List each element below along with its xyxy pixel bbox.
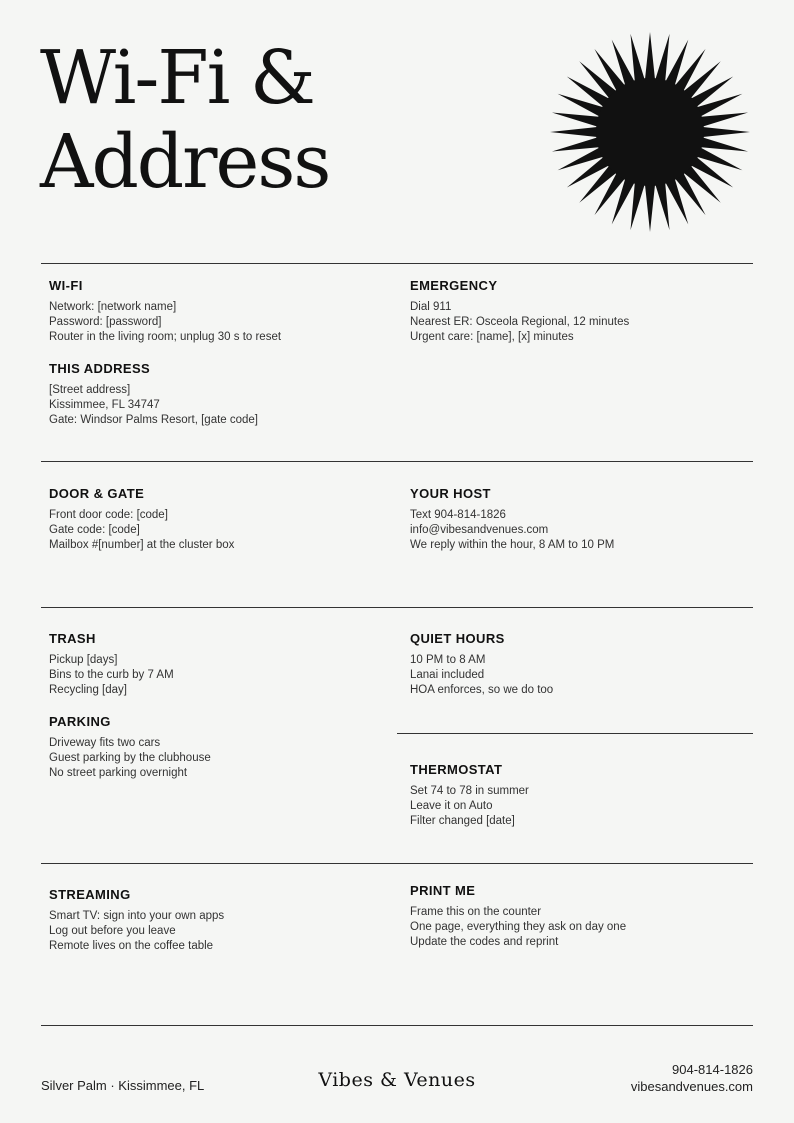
footer-contact: [631, 1061, 753, 1095]
quiet-hours-section: [410, 631, 740, 698]
divider: [41, 263, 753, 264]
section-line: Text 904-814-1826: [410, 509, 506, 521]
parking-section: [49, 714, 379, 781]
section-line: HOA enforces, so we do too: [410, 684, 554, 696]
divider: [41, 1025, 753, 1026]
page-title: [40, 36, 329, 204]
section-heading: WI-FI: [49, 278, 83, 293]
section-heading: THIS ADDRESS: [49, 361, 151, 376]
section-heading: TRASH: [49, 631, 96, 646]
section-line: Set 74 to 78 in summer: [410, 785, 529, 797]
divider: [397, 733, 753, 734]
section-line: Update the codes and reprint: [410, 936, 559, 948]
section-line: Nearest ER: Osceola Regional, 12 minutes: [410, 316, 630, 328]
footer-brand: Vibes & Venues: [318, 1069, 476, 1091]
section-line: Urgent care: [name], [x] minutes: [410, 331, 574, 343]
section-line: Front door code: [code]: [49, 509, 168, 521]
section-line: Filter changed [date]: [410, 815, 515, 827]
section-line: Remote lives on the coffee table: [49, 940, 214, 952]
section-line: We reply within the hour, 8 AM to 10 PM: [410, 539, 615, 551]
footer-website: vibesandvenues.com: [630, 1079, 753, 1094]
thermostat-section: [410, 762, 740, 829]
host-section: [410, 486, 740, 553]
section-line: [Street address]: [49, 384, 131, 396]
section-line: One page, everything they ask on day one: [410, 921, 627, 933]
divider: [41, 863, 753, 864]
section-line: info@vibesandvenues.com: [410, 524, 549, 536]
title-line-2: Address: [40, 119, 330, 205]
section-line: Password: [password]: [49, 316, 162, 328]
section-line: Guest parking by the clubhouse: [49, 752, 211, 764]
streaming-section: [49, 887, 379, 954]
title-line-1: Wi-Fi &: [40, 35, 314, 121]
section-line: Log out before you leave: [49, 925, 176, 937]
section-line: 10 PM to 8 AM: [410, 654, 486, 666]
section-line: Frame this on the counter: [410, 906, 542, 918]
section-heading: PRINT ME: [410, 883, 476, 898]
print-me-section: [410, 883, 740, 950]
section-heading: STREAMING: [49, 887, 131, 902]
sunburst-icon: [548, 30, 752, 234]
section-line: Kissimmee, FL 34747: [49, 399, 160, 411]
section-line: Smart TV: sign into your own apps: [49, 910, 225, 922]
section-line: Bins to the curb by 7 AM: [49, 669, 174, 681]
section-line: No street parking overnight: [49, 767, 188, 779]
wifi-section: [49, 278, 379, 345]
section-line: Recycling [day]: [49, 684, 127, 696]
section-line: Leave it on Auto: [410, 800, 493, 812]
section-heading: EMERGENCY: [410, 278, 498, 293]
section-heading: DOOR & GATE: [49, 486, 145, 501]
divider: [41, 461, 753, 462]
section-line: Lanai included: [410, 669, 485, 681]
footer-location: Silver Palm · Kissimmee, FL: [41, 1078, 205, 1093]
footer-phone: 904-814-1826: [672, 1062, 753, 1077]
address-section: [49, 361, 379, 428]
section-line: Dial 911: [410, 301, 452, 313]
section-line: Network: [network name]: [49, 301, 177, 313]
emergency-section: [410, 278, 740, 345]
section-line: Mailbox #[number] at the cluster box: [49, 539, 235, 551]
section-line: Gate code: [code]: [49, 524, 140, 536]
trash-section: [49, 631, 379, 698]
section-line: Gate: Windsor Palms Resort, [gate code]: [49, 414, 259, 426]
section-heading: QUIET HOURS: [410, 631, 505, 646]
section-line: Pickup [days]: [49, 654, 118, 666]
section-line: Driveway fits two cars: [49, 737, 161, 749]
section-line: Router in the living room; unplug 30 s to reset: [49, 331, 282, 343]
section-heading: PARKING: [49, 714, 111, 729]
divider: [41, 607, 753, 608]
door-gate-section: [49, 486, 379, 553]
section-heading: THERMOSTAT: [410, 762, 503, 777]
section-heading: YOUR HOST: [410, 486, 491, 501]
